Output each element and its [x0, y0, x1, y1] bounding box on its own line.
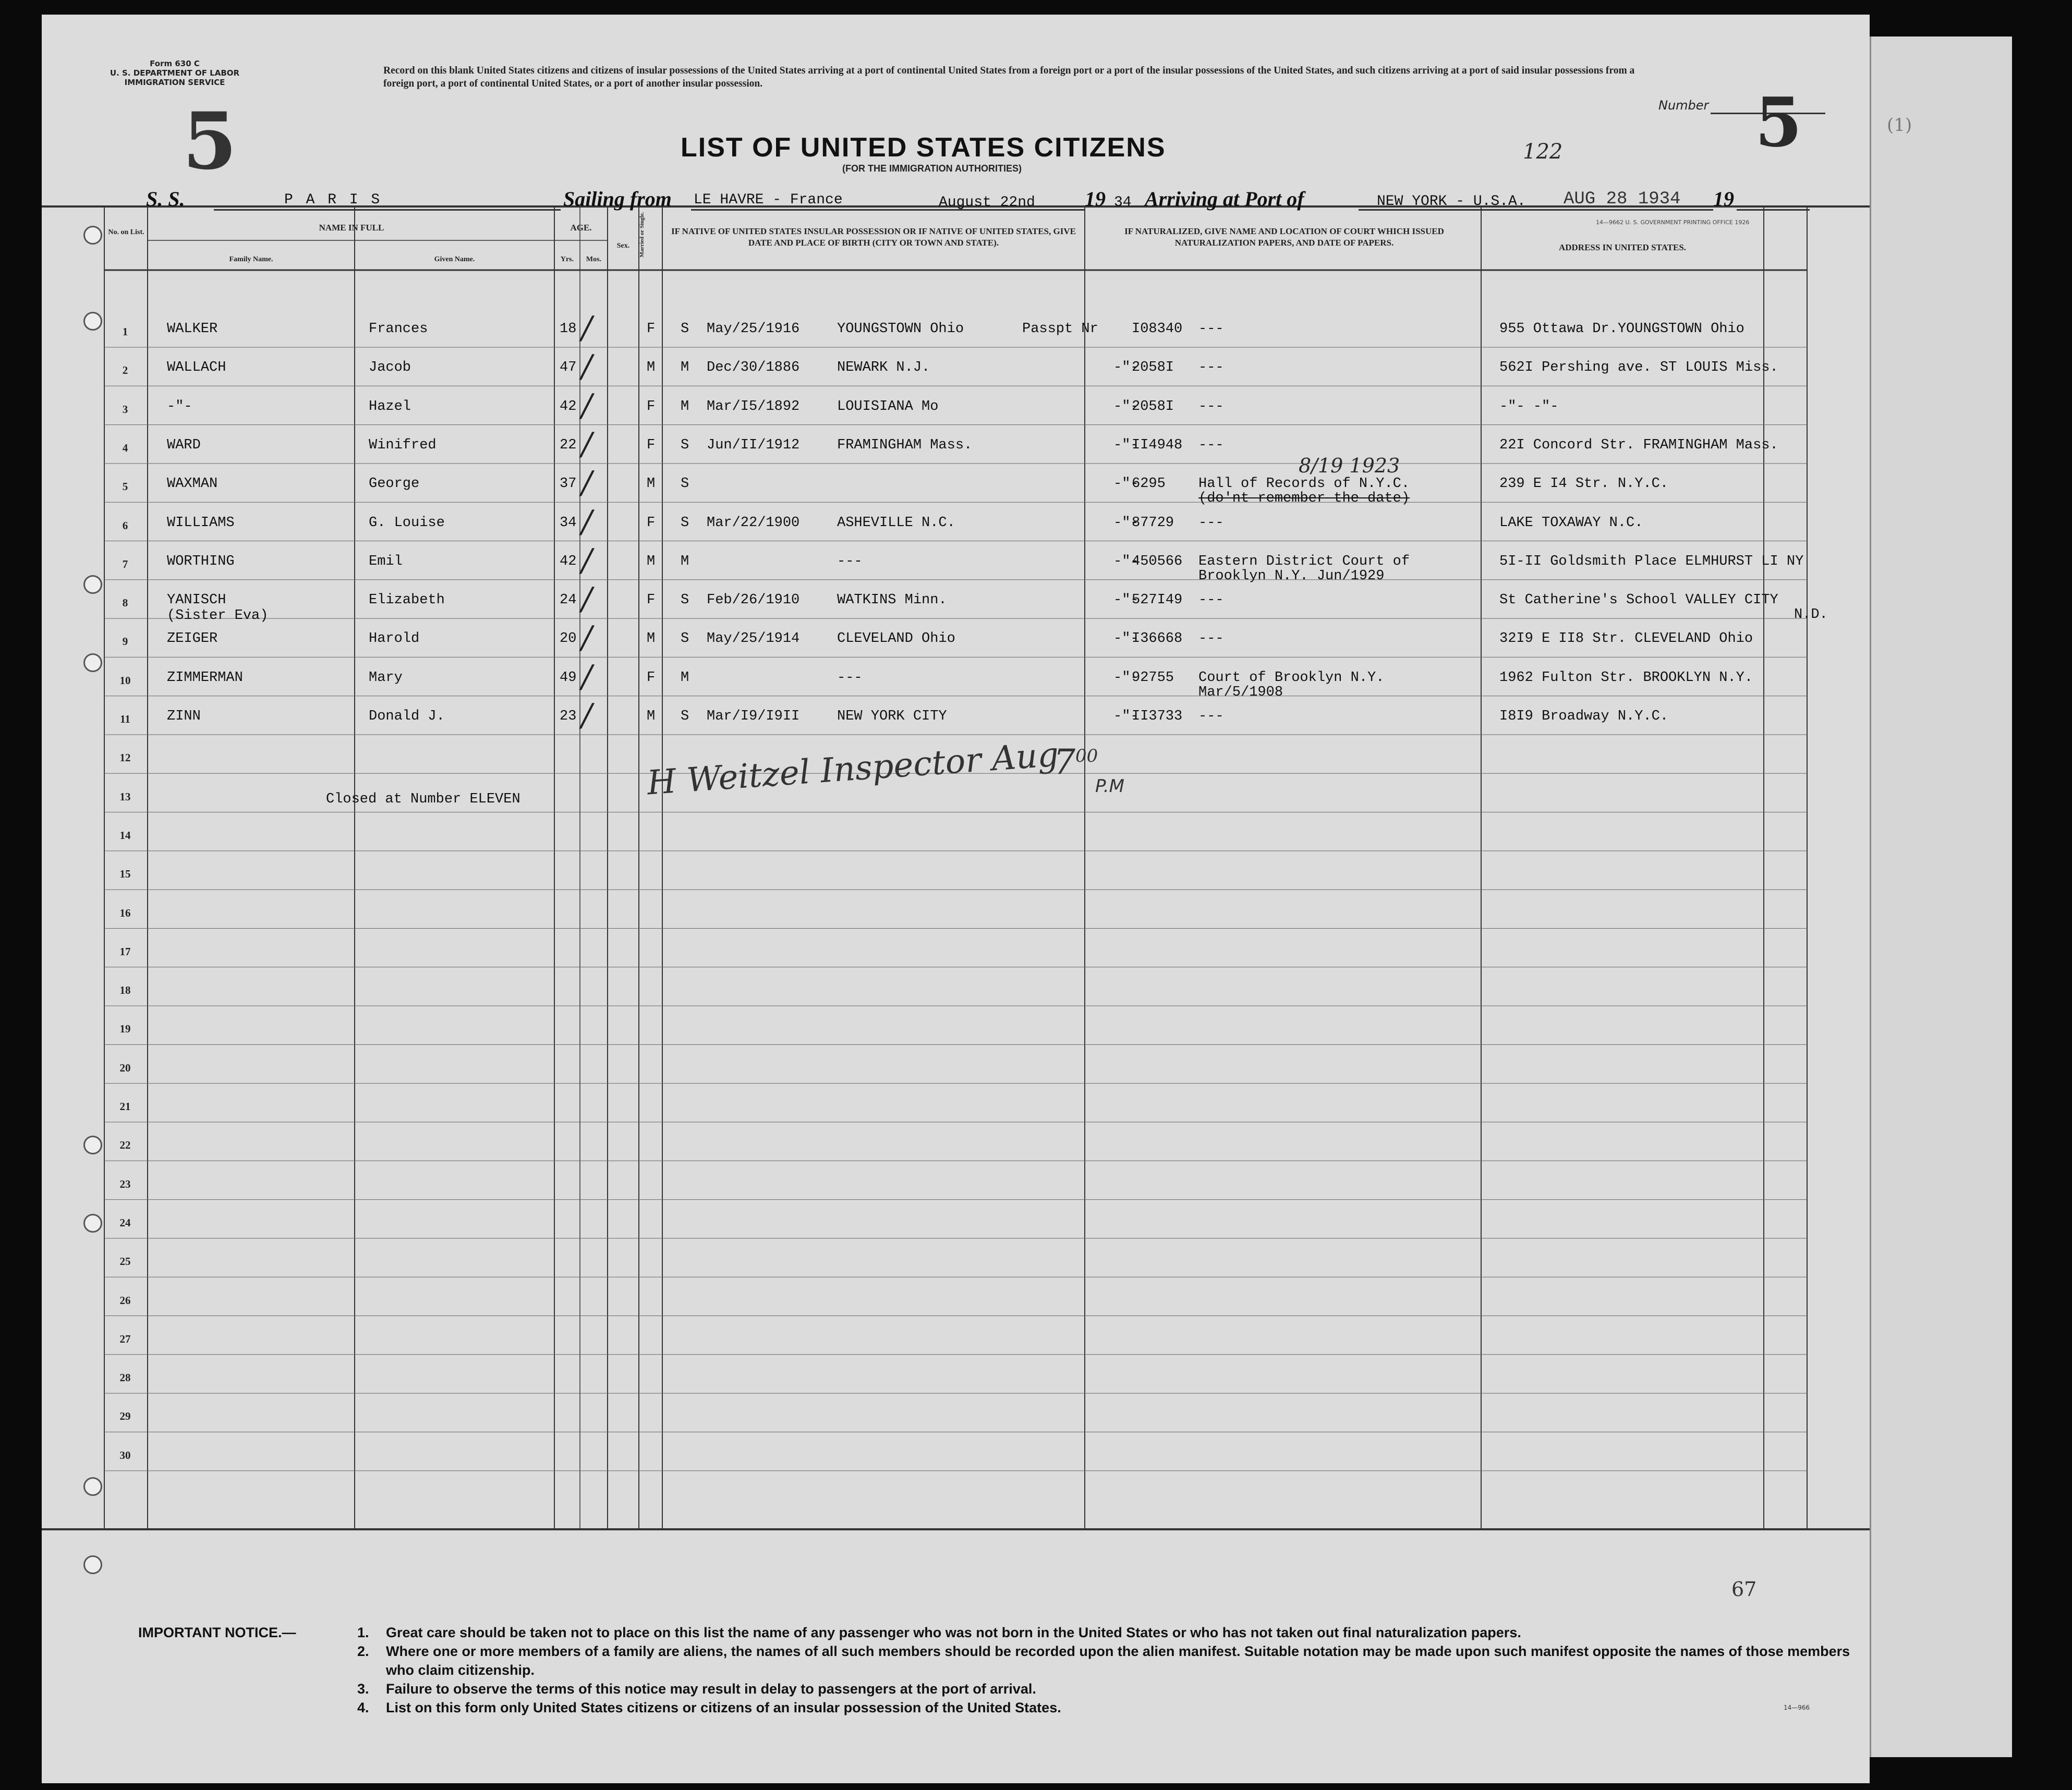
row-number: 26	[119, 1294, 131, 1307]
age-years: 37	[560, 476, 577, 492]
page-title: LIST OF UNITED STATES CITIZENS	[681, 132, 1166, 163]
row-number: 11	[120, 713, 130, 725]
given-name: Frances	[369, 321, 428, 337]
passport-number: 92755	[1132, 669, 1174, 686]
notice-item-number: 1.	[357, 1625, 369, 1640]
year2-line	[1737, 209, 1810, 211]
ship-line	[214, 209, 561, 211]
year2: 19	[1713, 187, 1734, 211]
court-info: ---	[1198, 360, 1224, 376]
age-years: 24	[560, 592, 577, 608]
family-name: WAXMAN	[167, 476, 218, 492]
family-name: YANISCH	[167, 592, 226, 608]
given-name: George	[369, 476, 420, 492]
given-name: Jacob	[369, 360, 411, 376]
signature-hour: 7	[1053, 742, 1075, 782]
table-grid	[42, 15, 1870, 1783]
age-months-tick: /	[581, 658, 592, 695]
marital-status: M	[681, 360, 689, 376]
birth-place: CLEVELAND Ohio	[837, 631, 955, 647]
age-months-tick: /	[581, 503, 592, 540]
header-family-name: Family Name.	[229, 255, 273, 263]
sex: F	[647, 437, 656, 453]
age-years: 42	[560, 553, 577, 569]
age-months-tick: /	[581, 310, 592, 346]
row-number: 17	[119, 945, 131, 958]
ship-name: P A R I S	[284, 192, 382, 208]
row-number: 15	[119, 868, 131, 881]
notice-item-text: Where one or more members of a family are aliens, the names of all such members should be recorded upon the alien manifest. Suitable notation may be made upon such manifest opposite the names of those members who claim citizenship.	[386, 1643, 1850, 1678]
age-months-tick: /	[581, 697, 592, 734]
address: 5I-II Goldsmith Place ELMHURST LI NY	[1499, 553, 1804, 569]
inspector-signature: H Weitzel Inspector Aug	[646, 735, 1060, 803]
birth-date: Dec/30/1886	[707, 360, 800, 376]
binder-hole	[83, 226, 102, 245]
notice-item-text: Great care should be taken not to place on this list the name of any passenger who was not born in the United States or who has not taken out final naturalization papers.	[386, 1625, 1521, 1640]
court-info-line2: Mar/5/1908	[1198, 684, 1283, 700]
row-number: 3	[122, 403, 128, 416]
sailing-date: August 22nd	[939, 194, 1035, 211]
passport-number: II3733	[1132, 709, 1183, 724]
marital-status: S	[681, 592, 689, 608]
court-info: Eastern District Court of	[1198, 553, 1410, 569]
birth-place: ---	[837, 553, 863, 569]
age-months-tick: /	[581, 542, 592, 579]
row-number: 13	[119, 790, 131, 803]
arrival-stamp: AUG 28 1934	[1564, 189, 1681, 209]
row-number: 4	[122, 441, 128, 454]
sailing-from: LE HAVRE - France	[694, 192, 843, 208]
age-years: 23	[560, 709, 577, 724]
address: 239 E I4 Str. N.Y.C.	[1499, 476, 1669, 492]
department-name: U. S. DEPARTMENT OF LABOR	[110, 68, 240, 78]
passport-number: I08340	[1132, 321, 1183, 337]
sex: M	[647, 553, 656, 569]
closed-note: Closed at Number ELEVEN	[326, 792, 520, 807]
row-number: 18	[119, 984, 131, 997]
row-number: 14	[119, 829, 131, 842]
adjacent-page-mark: (1)	[1887, 115, 1912, 136]
birth-date: Jun/II/1912	[707, 437, 800, 453]
header-given-name: Given Name.	[434, 255, 475, 263]
given-name: Harold	[369, 631, 420, 647]
birth-place: NEWARK N.J.	[837, 360, 930, 376]
passport-number: 450566	[1132, 553, 1183, 569]
marital-status: S	[681, 321, 689, 337]
sex: F	[647, 515, 656, 531]
header-no-on-list: No. on List.	[108, 228, 144, 236]
sex: F	[647, 321, 656, 337]
passport-number: 2058I	[1132, 360, 1174, 376]
adjacent-page-edge	[1870, 36, 2012, 1757]
address-line2: N.D.	[1794, 607, 1828, 623]
number-value: 5	[1755, 82, 1802, 162]
notice-items	[357, 1623, 1870, 1717]
row-number: 16	[119, 906, 131, 919]
header-sex: Sex.	[616, 242, 630, 250]
family-name: ZIMMERMAN	[167, 669, 243, 686]
binder-hole	[83, 1214, 102, 1233]
family-name: WILLIAMS	[167, 515, 235, 531]
age-months-tick: /	[581, 619, 592, 656]
age-months-tick: /	[581, 348, 592, 385]
row-number: 21	[119, 1100, 131, 1113]
header-naturalized: IF NATURALIZED, GIVE NAME AND LOCATION OF COURT WHICH ISSUED NATURALIZATION PAPERS, AND DATE OF PAPERS.	[1124, 226, 1444, 248]
notice-label: IMPORTANT NOTICE.—	[138, 1625, 296, 1640]
birth-date: Feb/26/1910	[707, 592, 800, 608]
printing-code: 14—9662 U. S. GOVERNMENT PRINTING OFFICE 1926	[1596, 219, 1750, 226]
header-name-in-full: NAME IN FULL	[319, 223, 384, 233]
sex: F	[647, 592, 656, 608]
passport-label: -"-	[1113, 669, 1139, 686]
notice-item-number: 4.	[357, 1700, 369, 1715]
passport-label: -"-	[1113, 476, 1139, 492]
sex: F	[647, 669, 656, 686]
age-months-tick: /	[581, 465, 592, 502]
family-name: ZINN	[167, 709, 201, 724]
given-name: Donald J.	[369, 709, 445, 724]
form-label	[107, 59, 243, 87]
form-code: 14—966	[1784, 1704, 1810, 1711]
row-number: 28	[119, 1371, 131, 1384]
address: -"- -"-	[1499, 398, 1559, 415]
address: I8I9 Broadway N.Y.C.	[1499, 709, 1669, 724]
birth-date: Mar/22/1900	[707, 515, 800, 531]
court-info: ---	[1198, 592, 1224, 608]
passport-label: -"-	[1113, 592, 1139, 608]
manifest-page	[42, 15, 1870, 1783]
birth-place: ---	[837, 669, 863, 686]
year-suffix: 34	[1114, 194, 1132, 211]
family-name: WARD	[167, 437, 201, 453]
signature-pm: P.M	[1095, 776, 1124, 797]
age-years: 49	[560, 669, 577, 686]
court-info-line2: (do'nt remember the date)	[1198, 491, 1410, 507]
binder-hole	[83, 1477, 102, 1496]
sex: M	[647, 476, 656, 492]
family-name-note: (Sister Eva)	[167, 608, 269, 624]
sex: M	[647, 709, 656, 724]
row-number: 22	[119, 1139, 131, 1152]
court-date-handwritten: 8/19 1923	[1299, 454, 1400, 478]
sex: M	[647, 631, 656, 647]
header-instructions: Record on this blank United States citizens and citizens of insular possessions of the United States arriving at a port of continental United States from a foreign port or a port of the insular possessions of the United States, and such citizens arriving at a port of said insular possessions from a foreign port, a port of continental United States, or a port of another insular possession.	[383, 65, 1635, 89]
family-name: ZEIGER	[167, 631, 218, 647]
row-number: 27	[119, 1332, 131, 1345]
age-months-tick: /	[581, 425, 592, 462]
arriving-port: NEW YORK - U.S.A.	[1377, 193, 1526, 210]
header-mos: Mos.	[586, 255, 602, 263]
age-years: 47	[560, 360, 577, 376]
sex: M	[647, 360, 656, 376]
row-number: 6	[122, 519, 128, 532]
page-mark: 122	[1523, 140, 1563, 164]
passport-number: 87729	[1132, 515, 1174, 531]
address: 32I9 E II8 Str. CLEVELAND Ohio	[1499, 631, 1753, 647]
row-number: 8	[122, 596, 128, 610]
row-number: 29	[119, 1410, 131, 1423]
marital-status: S	[681, 515, 689, 531]
court-info: ---	[1198, 398, 1224, 415]
address: 562I Pershing ave. ST LOUIS Miss.	[1499, 360, 1778, 376]
court-info: ---	[1198, 437, 1224, 453]
sailing-label: Sailing from	[563, 187, 672, 211]
birth-place: WATKINS Minn.	[837, 592, 947, 608]
header-yrs: Yrs.	[560, 255, 574, 263]
passport-number: 2058I	[1132, 398, 1174, 415]
binder-hole	[83, 575, 102, 594]
court-info: ---	[1198, 321, 1224, 337]
arriving-label: Arriving at Port of	[1145, 187, 1304, 211]
row-number: 25	[119, 1255, 131, 1268]
passport-number: II4948	[1132, 437, 1183, 453]
row-number: 19	[119, 1022, 131, 1036]
list-stamp: 5	[183, 95, 237, 187]
row-number: 7	[122, 557, 128, 570]
service-name: IMMIGRATION SERVICE	[124, 78, 225, 87]
binder-hole	[83, 653, 102, 672]
row-number: 9	[122, 635, 128, 648]
header-married: Married or Single.	[639, 212, 645, 258]
row-number: 12	[119, 751, 131, 764]
binder-hole	[83, 1555, 102, 1574]
binder-hole	[83, 1136, 102, 1154]
court-info: ---	[1198, 515, 1224, 531]
sex: F	[647, 398, 656, 415]
address: LAKE TOXAWAY N.C.	[1499, 515, 1643, 531]
notice-item-text: List on this form only United States citizens or citizens of an insular possession of the United States.	[386, 1700, 1061, 1715]
age-months-tick: /	[581, 387, 592, 424]
notice-item-number: 2.	[357, 1643, 369, 1659]
notice-item	[357, 1642, 1870, 1679]
age-years: 22	[560, 437, 577, 453]
row-number: 1	[122, 325, 128, 338]
row-number: 30	[119, 1448, 131, 1462]
notice-item-number: 3.	[357, 1681, 369, 1697]
passport-label: -"-	[1113, 709, 1139, 724]
family-name: WALKER	[167, 321, 218, 337]
given-name: Winifred	[369, 437, 437, 453]
passport-label: Passpt Nr	[1022, 321, 1098, 337]
marital-status: S	[681, 631, 689, 647]
given-name: G. Louise	[369, 515, 445, 531]
court-info-line2: Brooklyn N.Y. Jun/1929	[1198, 568, 1385, 584]
number-label: Number	[1658, 98, 1709, 113]
signature-minutes: 00	[1075, 746, 1098, 766]
signature-time	[1053, 742, 1098, 782]
marital-status: S	[681, 476, 689, 492]
notice-item	[357, 1698, 1870, 1717]
court-info: ---	[1198, 709, 1224, 724]
birth-place: YOUNGSTOWN Ohio	[837, 321, 964, 337]
form-number: Form 630 C	[150, 59, 200, 68]
given-name: Emil	[369, 553, 403, 569]
header-birth: IF NATIVE OF UNITED STATES INSULAR POSSESSION OR IF NATIVE OF UNITED STATES, GIVE DATE AND PLACE OF BIRTH (CITY OR TOWN AND STATE).	[671, 226, 1076, 248]
court-info: Court of Brooklyn N.Y.	[1198, 669, 1385, 686]
ss-label: S. S.	[146, 187, 185, 211]
passport-number: 527I49	[1132, 592, 1183, 608]
family-name: WORTHING	[167, 553, 235, 569]
birth-place: LOUISIANA Mo	[837, 398, 939, 415]
given-name: Mary	[369, 669, 403, 686]
birth-place: FRAMINGHAM Mass.	[837, 437, 973, 453]
passport-label: -"-	[1113, 437, 1139, 453]
passport-number: I36668	[1132, 631, 1183, 647]
birth-date: May/25/1914	[707, 631, 800, 647]
row-number: 5	[122, 480, 128, 493]
header-age: AGE.	[570, 223, 592, 233]
marital-status: S	[681, 437, 689, 453]
age-years: 18	[560, 321, 577, 337]
family-name: -"-	[167, 398, 192, 415]
passport-label: -"-	[1113, 631, 1139, 647]
address: 22I Concord Str. FRAMINGHAM Mass.	[1499, 437, 1778, 453]
notice-item-text: Failure to observe the terms of this notice may result in delay to passengers at the port of arrival.	[386, 1681, 1036, 1697]
birth-date: May/25/1916	[707, 321, 800, 337]
birth-date: Mar/I9/I9II	[707, 709, 800, 724]
row-number: 24	[119, 1216, 131, 1229]
header-address: ADDRESS IN UNITED STATES.	[1558, 242, 1687, 252]
passport-label: -"-	[1113, 398, 1139, 415]
notice-item	[357, 1623, 1870, 1642]
row-number: 10	[119, 674, 131, 687]
birth-place: NEW YORK CITY	[837, 709, 947, 724]
age-years: 20	[560, 631, 577, 647]
family-name: WALLACH	[167, 360, 226, 376]
page-subtitle: (FOR THE IMMIGRATION AUTHORITIES)	[842, 163, 1022, 174]
birth-place: ASHEVILLE N.C.	[837, 515, 955, 531]
age-years: 42	[560, 398, 577, 415]
court-info: ---	[1198, 631, 1224, 647]
age-months-tick: /	[581, 581, 592, 618]
given-name: Elizabeth	[369, 592, 445, 608]
row-number: 2	[122, 364, 128, 377]
birth-date: Mar/I5/1892	[707, 398, 800, 415]
marital-status: M	[681, 669, 689, 686]
year-prefix: 19	[1085, 187, 1106, 211]
passport-number: 6295	[1132, 476, 1166, 492]
given-name: Hazel	[369, 398, 411, 415]
marital-status: M	[681, 553, 689, 569]
address: 955 Ottawa Dr.YOUNGSTOWN Ohio	[1499, 321, 1744, 337]
marital-status: S	[681, 709, 689, 724]
passport-label: -"-	[1113, 553, 1139, 569]
page-number: 67	[1731, 1578, 1757, 1601]
address: 1962 Fulton Str. BROOKLYN N.Y.	[1499, 669, 1753, 686]
marital-status: M	[681, 398, 689, 415]
passport-label: -"-	[1113, 360, 1139, 376]
notice-item	[357, 1679, 1870, 1698]
age-years: 34	[560, 515, 577, 531]
court-info: Hall of Records of N.Y.C.	[1198, 476, 1410, 492]
row-number: 20	[119, 1061, 131, 1074]
binder-hole	[83, 312, 102, 331]
address: St Catherine's School VALLEY CITY	[1499, 592, 1778, 608]
row-number: 23	[119, 1177, 131, 1190]
passport-label: -"-	[1113, 515, 1139, 531]
